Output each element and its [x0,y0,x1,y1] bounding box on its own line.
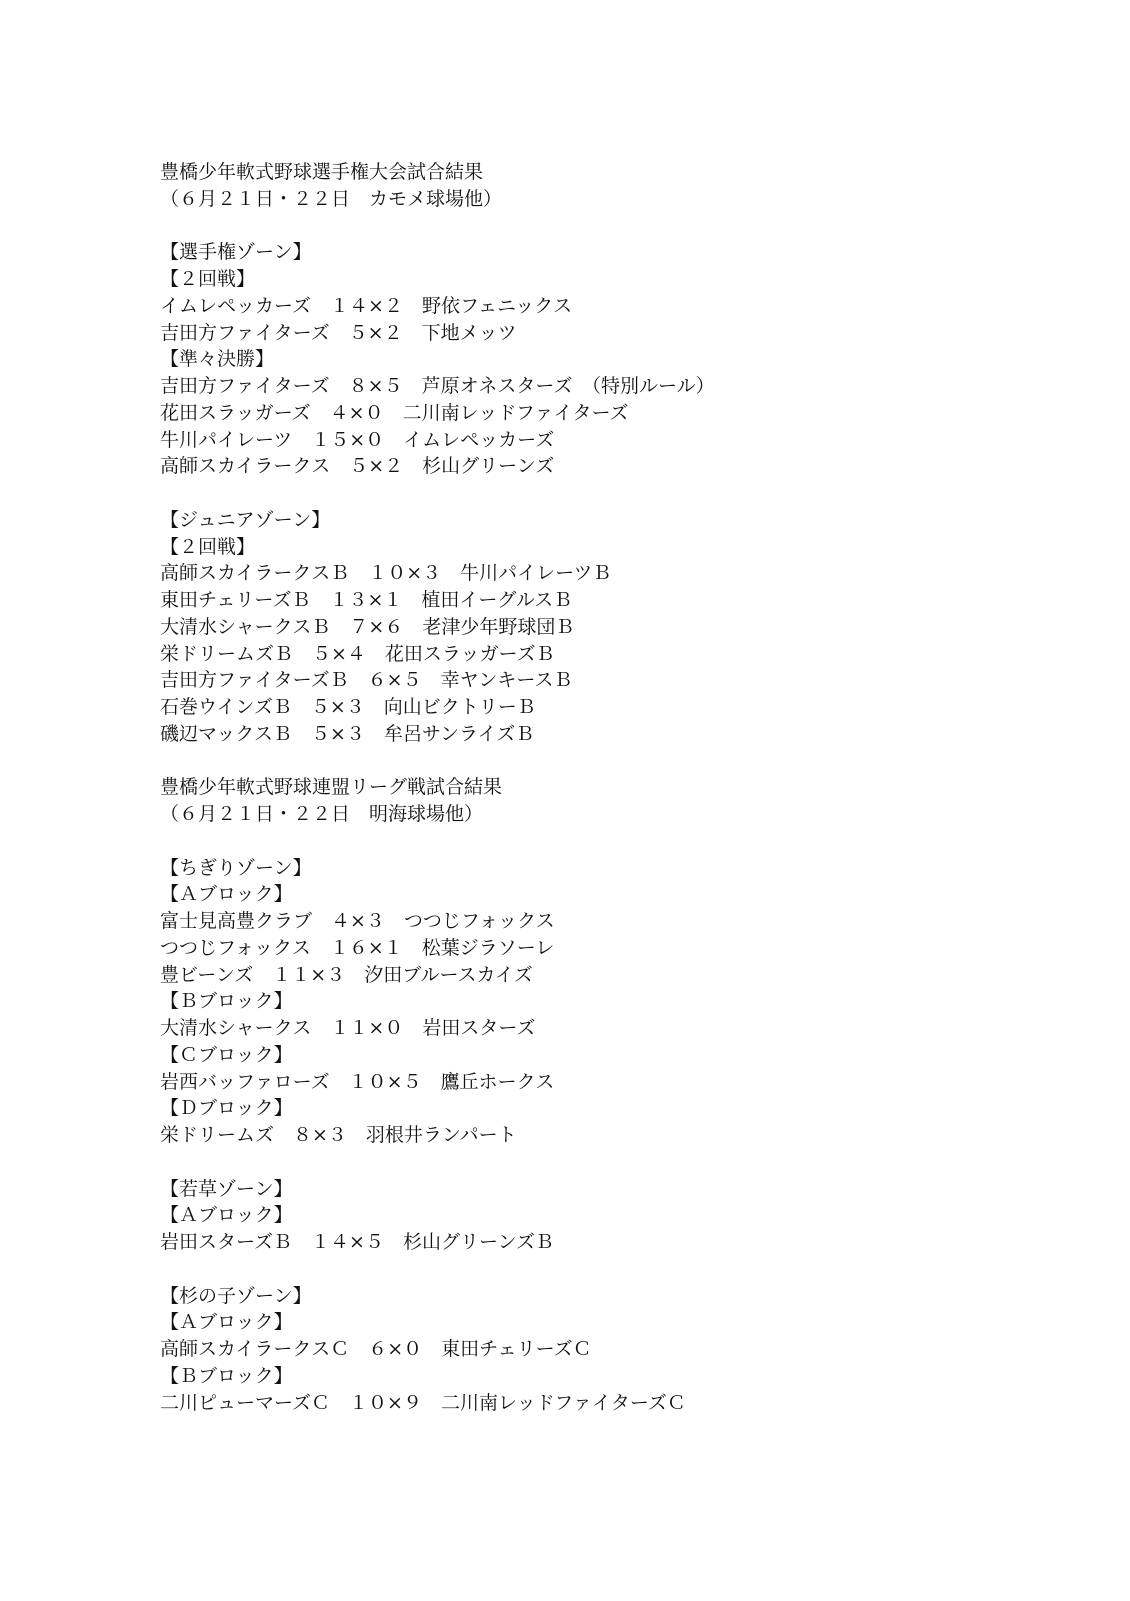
game-result-line: 栄ドリームズ ８×３ 羽根井ランパート [160,1124,517,1146]
section-heading: 【Ｃブロック】 [160,1043,293,1066]
section-heading: 【２回戦】 [160,535,256,558]
blank-line [160,1149,1060,1176]
blank-line [160,748,1060,775]
document-page [160,159,1060,1416]
document-title: 豊橋少年軟式野球選手権大会試合結果 [160,161,484,183]
section-heading: 【ジュニアゾーン】 [160,508,331,531]
section-heading: 【準々決勝】 [160,348,275,371]
game-result-line: 高師スカイラークスＢ １０×３ 牛川パイレーツＢ [160,562,612,585]
section-heading: 【Ｂブロック】 [160,990,293,1013]
game-result-line: 東田チェリーズＢ １３×１ 植田イーグルスＢ [160,589,573,611]
game-result-line: つつじフォックス １６×１ 松葉ジラソーレ [160,936,555,959]
game-result-line: イムレペッカーズ １４×２ 野依フェニックス [160,294,573,317]
blank-line [160,213,1060,240]
section-heading: 【Ａブロック】 [160,1204,293,1227]
section-heading: 【Ｂブロック】 [160,1364,293,1387]
game-result-line: 高師スカイラークス ５×２ 杉山グリーンズ [160,455,555,478]
section-heading: 【Ｄブロック】 [160,1097,293,1120]
date-venue-line: （６月２１日・２２日 カモメ球場他） [160,187,503,210]
section-heading: 【２回戦】 [160,268,256,290]
date-venue-line: （６月２１日・２２日 明海球場他） [160,803,484,825]
game-result-line: 大清水シャークスＢ ７×６ 老津少年野球団Ｂ [160,615,575,638]
blank-line [160,1256,1060,1283]
game-result-line: 吉田方ファイターズＢ ６×５ 幸ヤンキースＢ [160,669,573,692]
game-result-line: 吉田方ファイターズ ５×２ 下地メッツ [160,321,517,344]
section-heading: 【Ａブロック】 [160,883,293,906]
blank-line [160,480,1060,507]
section-heading: 【杉の子ゾーン】 [160,1284,312,1307]
game-result-line: 岩田スターズＢ １４×５ 杉山グリーンズＢ [160,1231,555,1253]
section-heading: 【若草ゾーン】 [160,1177,293,1200]
game-result-line: 栄ドリームズＢ ５×４ 花田スラッガーズＢ [160,642,555,665]
document-title: 豊橋少年軟式野球連盟リーグ戦試合結果 [160,776,503,799]
blank-line [160,828,1060,855]
section-heading: 【選手権ゾーン】 [160,241,312,264]
game-result-line: 石巻ウインズＢ ５×３ 向山ビクトリーＢ [160,696,536,718]
game-result-line: 大清水シャークス １１×０ 岩田スターズ [160,1017,536,1039]
game-result-line: 富士見高豊クラブ ４×３ つつじフォックス [160,910,555,932]
game-result-line: 岩西バッファローズ １０×５ 鷹丘ホークス [160,1070,555,1093]
game-result-line: 高師スカイラークスＣ ６×０ 東田チェリーズＣ [160,1338,592,1360]
section-heading: 【Ａブロック】 [160,1311,293,1334]
game-result-line: 吉田方ファイターズ ８×５ 芦原オネスターズ （特別ルール） [160,375,715,397]
game-result-line: 牛川パイレーツ １５×０ イムレペッカーズ [160,428,555,451]
game-result-line: 豊ビーンズ １１×３ 汐田ブルースカイズ [160,963,533,986]
section-heading: 【ちぎりゾーン】 [160,856,312,879]
game-result-line: 二川ピューマーズＣ １０×９ 二川南レッドファイターズＣ [160,1391,686,1414]
game-result-line: 花田スラッガーズ ４×０ 二川南レッドファイターズ [160,401,629,424]
game-result-line: 磯辺マックスＢ ５×３ 牟呂サンライズＢ [160,722,535,745]
